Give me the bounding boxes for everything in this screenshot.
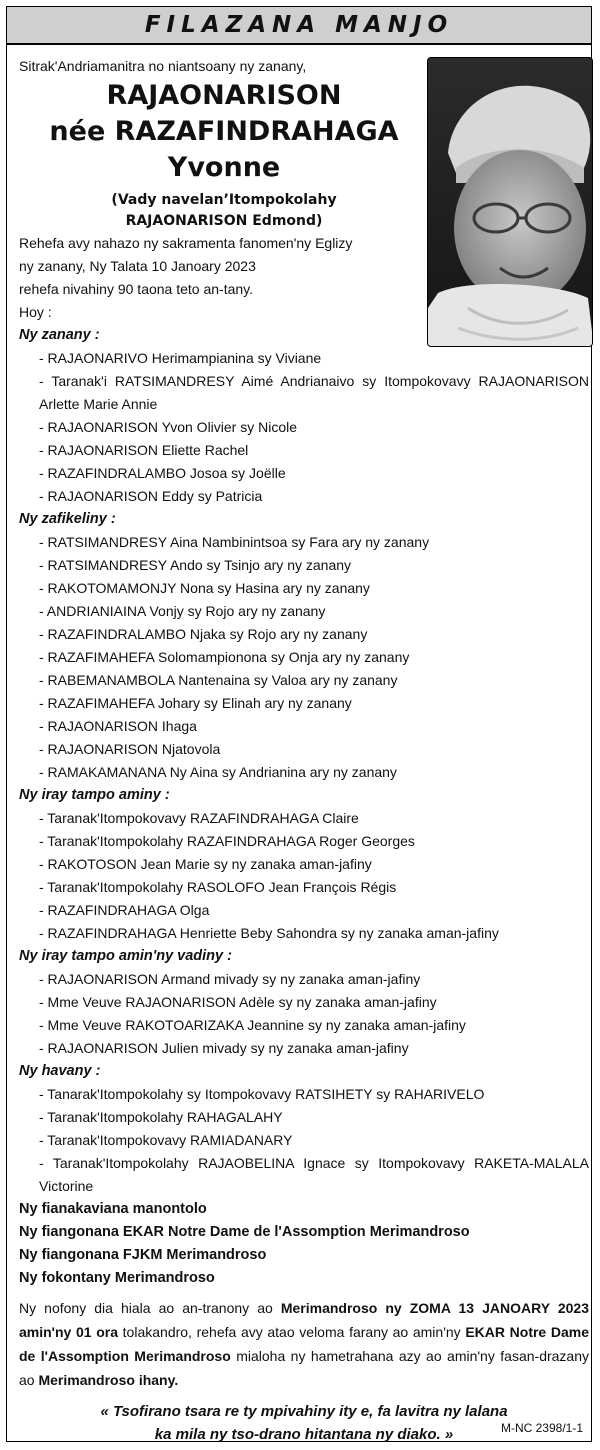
list-item: - Taranak'Itompokolahy RAHAGALAHY bbox=[39, 1109, 283, 1125]
list-item: - RAKOTOMAMONJY Nona sy Hasina ary ny zanany bbox=[39, 580, 370, 596]
list-item: - RAZAFINDRALAMBO Njaka sy Rojo ary ny zanany bbox=[39, 626, 368, 642]
funeral-bold-2: EKAR Notre Dame de l'Assomption Merimandroso bbox=[19, 1324, 589, 1364]
list-item: - RAJAONARISON Yvon Olivier sy Nicole bbox=[39, 419, 298, 435]
list-item: - RAJAONARISON Julien mivady sy ny zanaka aman-jafiny bbox=[39, 1040, 409, 1056]
opening-line: Sitrak'Andriamanitra no niantsoany ny zanany, bbox=[19, 58, 307, 74]
section-title-siblings: Ny iray tampo aminy : bbox=[19, 787, 170, 803]
list-item: - Taranak'i RATSIMANDRESY Aimé Andrianaivo sy Itompokovavy RAJAONARISON Arlette Marie Annie bbox=[39, 373, 589, 412]
quote-line2: ka mila ny tso-drano hitantana ny diako. » bbox=[154, 1426, 454, 1443]
community-line: Ny fianakaviana manontolo bbox=[19, 1201, 207, 1217]
list-item: - RAJAONARISON Njatovola bbox=[39, 741, 221, 757]
funeral-text-2: tolakandro, rehefa avy atao veloma farany ao amin'ny bbox=[118, 1324, 466, 1340]
hoy-label: Hoy : bbox=[19, 304, 52, 320]
obituary-content bbox=[19, 55, 589, 1446]
spouse-line2: RAJAONARISON Edmond) bbox=[125, 213, 323, 229]
funeral-paragraph bbox=[19, 1296, 589, 1392]
community-line: Ny fiangonana EKAR Notre Dame de l'Assomption Merimandroso bbox=[19, 1224, 470, 1240]
death-line1: Rehefa avy nahazo ny sakramenta fanomen'ny Eglizy bbox=[19, 235, 353, 251]
funeral-text-1: Ny nofony dia hiala ao an-tranony ao bbox=[19, 1300, 281, 1316]
spouse-line1: (Vady navelan’Itompokolahy bbox=[111, 192, 337, 208]
section-title-grandchildren: Ny zafikeliny : bbox=[19, 511, 116, 527]
section-title-relatives: Ny havany : bbox=[19, 1063, 101, 1079]
community-line: Ny fiangonana FJKM Merimandroso bbox=[19, 1247, 267, 1263]
list-item: - RATSIMANDRESY Ando sy Tsinjo ary ny zanany bbox=[39, 557, 352, 573]
deceased-name-line2: née RAZAFINDRAHAGA Yvonne bbox=[49, 116, 399, 183]
list-item: - Taranak'Itompokolahy RAJAOBELINA Ignace sy Itompokovavy RAKETA-MALALA Victorine bbox=[39, 1155, 589, 1194]
list-item: - RAMAKAMANANA Ny Aina sy Andrianina ary ny zanany bbox=[39, 764, 397, 780]
list-item: - ANDRIANIAINA Vonjy sy Rojo ary ny zanany bbox=[39, 603, 326, 619]
list-item: - RAZAFINDRALAMBO Josoa sy Joëlle bbox=[39, 465, 286, 481]
list-item: - RAZAFINDRAHAGA Henriette Beby Sahondra sy ny zanaka aman-jafiny bbox=[39, 925, 499, 941]
list-item: - RAKOTOSON Jean Marie sy ny zanaka aman-jafiny bbox=[39, 856, 372, 872]
reference-code: M-NC 2398/1-1 bbox=[500, 1421, 583, 1435]
list-item: - Tanarak'Itompokolahy sy Itompokovavy RATSIHETY sy RAHARIVELO bbox=[39, 1086, 485, 1102]
header-title: FILAZANA MANJO bbox=[144, 12, 454, 38]
list-item: - Taranak'Itompokovavy RAZAFINDRAHAGA Claire bbox=[39, 810, 359, 826]
obituary-frame bbox=[6, 6, 592, 1442]
list-item: - RATSIMANDRESY Aina Nambinintsoa sy Fara ary ny zanany bbox=[39, 534, 430, 550]
list-item: - Taranak'Itompokolahy RAZAFINDRAHAGA Roger Georges bbox=[39, 833, 415, 849]
list-item: - RAJAONARISON Armand mivady sy ny zanaka aman-jafiny bbox=[39, 971, 421, 987]
list-item: - RAZAFIMAHEFA Johary sy Elinah ary ny zanany bbox=[39, 695, 352, 711]
section-title-spouse-siblings: Ny iray tampo amin'ny vadiny : bbox=[19, 948, 232, 964]
quote-line1: « Tsofirano tsara re ty mpivahiny ity e, fa lavitra ny lalana bbox=[100, 1403, 508, 1420]
list-item: - RAZAFINDRAHAGA Olga bbox=[39, 902, 210, 918]
list-item: - RAZAFIMAHEFA Solomampionona sy Onja ary ny zanany bbox=[39, 649, 410, 665]
list-item: - RAJAONARISON Eddy sy Patricia bbox=[39, 488, 263, 504]
list-item: - Mme Veuve RAJAONARISON Adèle sy ny zanaka aman-jafiny bbox=[39, 994, 437, 1010]
deceased-name-line1: RAJAONARISON bbox=[106, 80, 342, 111]
list-item: - Taranak'Itompokolahy RASOLOFO Jean François Régis bbox=[39, 879, 397, 895]
list-item: - RAJAONARISON Ihaga bbox=[39, 718, 197, 734]
community-line: Ny fokontany Merimandroso bbox=[19, 1270, 215, 1286]
funeral-text-3: mialoha ny hametrahana azy ao amin'ny fasan-drazany ao bbox=[19, 1348, 589, 1388]
header-bar bbox=[7, 7, 591, 45]
list-item: - RAJAONARIVO Herimampianina sy Viviane bbox=[39, 350, 322, 366]
funeral-bold-1: Merimandroso ny ZOMA 13 JANOARY 2023 amin'ny 01 ora bbox=[19, 1300, 589, 1340]
list-item: - Taranak'Itompokovavy RAMIADANARY bbox=[39, 1132, 293, 1148]
death-line3: rehefa nivahiny 90 taona teto an-tany. bbox=[19, 281, 254, 297]
funeral-bold-3: Merimandroso ihany. bbox=[38, 1372, 179, 1388]
list-item: - Mme Veuve RAKOTOARIZAKA Jeannine sy ny zanaka aman-jafiny bbox=[39, 1017, 466, 1033]
section-title-children: Ny zanany : bbox=[19, 327, 100, 343]
death-line2: ny zanany, Ny Talata 10 Janoary 2023 bbox=[19, 258, 256, 274]
list-item: - RAJAONARISON Eliette Rachel bbox=[39, 442, 249, 458]
list-item: - RABEMANAMBOLA Nantenaina sy Valoa ary ny zanany bbox=[39, 672, 398, 688]
